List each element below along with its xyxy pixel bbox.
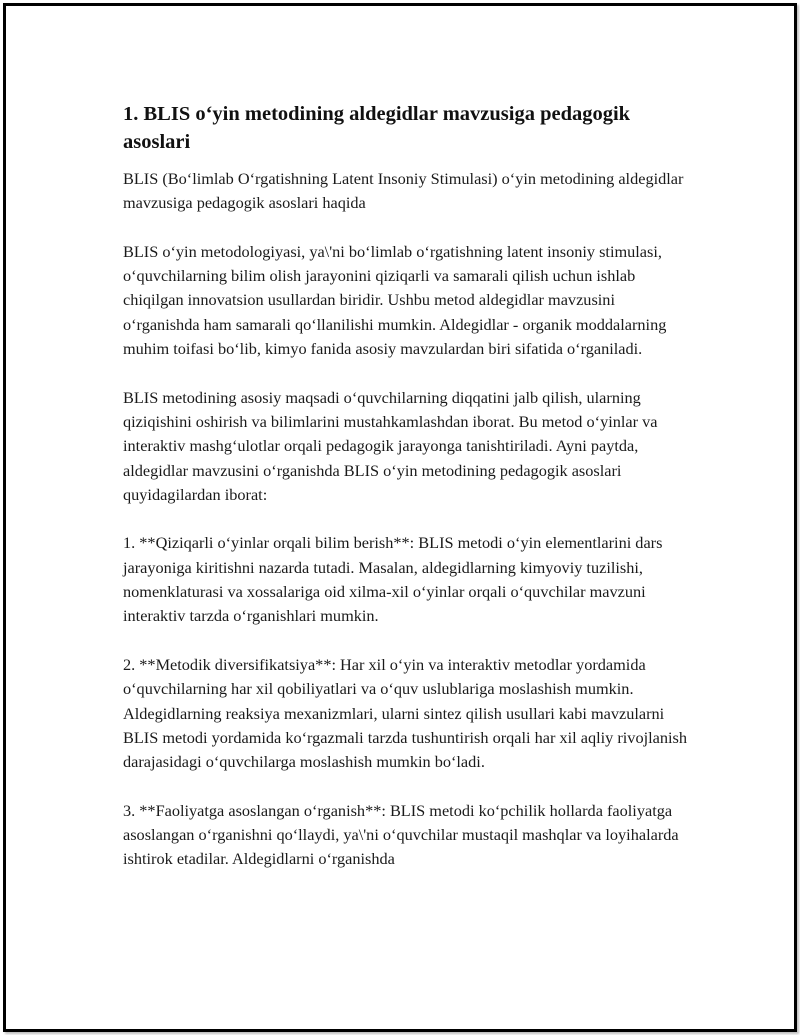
methodology-paragraph: BLIS o‘yin metodologiyasi, ya\'ni bo‘limlab o‘rgatishning latent insoniy stimulasi, o‘quvchilarning bilim olish jarayonini qiziqarli va samarali qilish uchun ishlab chiqilgan innovatsion usullardan biridir. Ushbu metod aldegidlar mavzusini o‘rganishda ham samarali qo‘llanilishi mumkin. Aldegidlar - organik moddalarning muhim toifasi bo‘lib, kimyo fanida asosiy mavzulardan biri sifatida o‘rganiladi. [123,241,667,359]
document-page [3,3,797,1032]
document-content [123,100,687,896]
point-1-paragraph: 1. **Qiziqarli o‘yinlar orqali bilim berish**: BLIS metodi o‘yin elementlarini dars jarayoniga kiritishni nazarda tutadi. Masalan, aldegidlarning kimyoviy tuzilishi, nomenklaturasi va xossalariga oid xilma-xil o‘yinlar orqali o‘quvchilar mavzuni interaktiv tarzda o‘rganishlari mumkin. [123,533,663,626]
goal-paragraph: BLIS metodining asosiy maqsadi o‘quvchilarning diqqatini jalb qilish, ularning qiziqishini oshirish va bilimlarini mustahkamlashdan iborat. Bu metod o‘yinlar va interaktiv mashg‘ulotlar orqali pedagogik jarayonga tanishtiriladi. Ayni paytda, aldegidlar mavzusini o‘rganishda BLIS o‘yin metodining pedagogik asoslari quyidagilardan iborat: [123,387,658,504]
intro-paragraph: BLIS (Bo‘limlab O‘rgatishning Latent Insoniy Stimulasi) o‘yin metodining aldegidlar mavzusiga pedagogik asoslari haqida [123,169,684,213]
point-3-paragraph: 3. **Faoliyatga asoslangan o‘rganish**: BLIS metodi ko‘pchilik hollarda faoliyatga asoslangan o‘rganishni qo‘llaydi, ya\'ni o‘quvchilar mustaqil mashqlar va loyihalarda ishtirok etadilar. Aldegidlarni o‘rganishda [123,800,679,869]
document-heading: 1. BLIS o‘yin metodining aldegidlar mavzusiga pedagogik asoslari [123,103,631,153]
point-2-paragraph: 2. **Metodik diversifikatsiya**: Har xil o‘yin va interaktiv metodlar yordamida o‘quvchilarning har xil qobiliyatlari va o‘quv uslublariga moslashish mumkin. Aldegidlarning reaksiya mexanizmlari, ularni sintez qilish usullari kabi mavzularni BLIS metodi yordamida ko‘rgazmali tarzda tushuntirish orqali har xil aqliy rivojlanish darajasidagi o‘quvchilarga moslashish mumkin bo‘ladi. [123,654,687,772]
